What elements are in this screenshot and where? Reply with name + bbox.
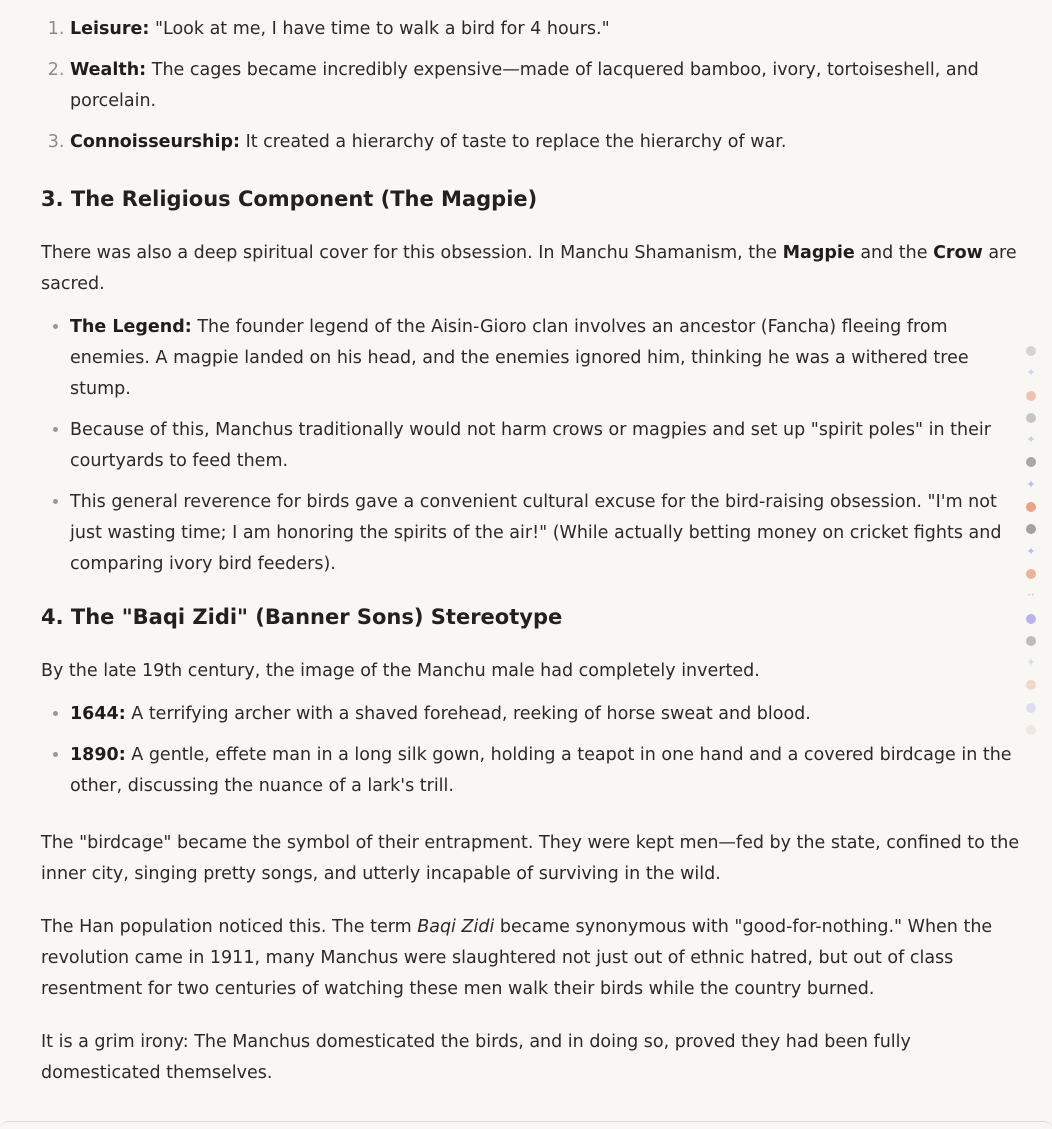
gray-dot-icon[interactable] xyxy=(1026,524,1036,534)
bold-term: Magpie xyxy=(782,243,855,263)
list-item xyxy=(70,415,1026,477)
paragraph: The "birdcage" became the symbol of their entrapment. They were kept men—fed by the state, confined to the inner city, singing pretty songs, and utterly incapable of surviving in the wild. xyxy=(41,833,1020,884)
bullet-list xyxy=(41,699,1026,802)
paragraph xyxy=(41,238,1026,300)
sparkle-icon[interactable]: ✦ xyxy=(1026,433,1036,447)
violet-dot-icon[interactable] xyxy=(1026,614,1036,624)
gray-dot-icon[interactable] xyxy=(1026,346,1036,356)
list-item-text: Because of this, Manchus traditionally would not harm crows or magpies and set up "spirit poles" in their courtyards to feed them. xyxy=(70,420,991,471)
message-content xyxy=(41,14,1026,1089)
list-item xyxy=(70,487,1026,580)
list-item-text: The cages became incredibly expensive—made of lacquered bamboo, ivory, tortoiseshell, and porcelain. xyxy=(70,60,979,111)
list-item xyxy=(70,55,1026,117)
list-item xyxy=(70,127,1026,158)
list-item xyxy=(70,699,1026,730)
text: There was also a deep spiritual cover for this obsession. In Manchu Shamanism, the xyxy=(41,243,783,263)
section-heading: 4. The "Baqi Zidi" (Banner Sons) Stereotype xyxy=(41,605,563,629)
numbered-list xyxy=(41,14,1026,158)
section-heading: 3. The Religious Component (The Magpie) xyxy=(41,187,538,211)
gray-dot-icon[interactable] xyxy=(1026,457,1036,467)
list-item-text: The founder legend of the Aisin-Gioro clan involves an ancestor (Fancha) fleeing from enemies. A magpie landed on his head, and the enemies ignored him, thinking he was a withered tree stump. xyxy=(70,317,969,399)
gray-dot-icon[interactable] xyxy=(1026,413,1036,423)
sparkle-icon[interactable]: ✦ xyxy=(1026,366,1036,380)
list-item xyxy=(70,312,1026,405)
list-item-text: It created a hierarchy of taste to replace the hierarchy of war. xyxy=(240,132,787,152)
list-item-label: 1890: xyxy=(70,745,126,765)
list-item-text: This general reverence for birds gave a convenient cultural excuse for the bird-raising obsession. "I'm not just wasting time; I am honoring the spirits of the air!" (While actually betting money on cricket fights and comparing ivory bird feeders). xyxy=(70,492,1002,574)
list-item-text: A terrifying archer with a shaved forehead, reeking of horse sweat and blood. xyxy=(125,704,811,724)
peach-dot-icon[interactable] xyxy=(1026,680,1036,690)
text: are sacred. xyxy=(41,243,1017,294)
sparkle-icon[interactable]: ✦ xyxy=(1026,477,1036,491)
sparkle-icon[interactable]: ✦ xyxy=(1026,544,1036,558)
orange-dot-icon[interactable] xyxy=(1026,502,1036,512)
scroll-navigation-rail[interactable] xyxy=(1024,346,1038,747)
list-item-label: Connoisseurship: xyxy=(70,132,240,152)
list-item-text: "Look at me, I have time to walk a bird for 4 hours." xyxy=(149,19,610,39)
peach-dot-icon[interactable] xyxy=(1026,569,1036,579)
bullet-list xyxy=(41,312,1026,580)
text: and the xyxy=(854,243,934,263)
peach-dot-icon[interactable] xyxy=(1026,391,1036,401)
list-item xyxy=(70,14,1026,45)
list-item-label: Leisure: xyxy=(70,19,150,39)
faint-dot-icon[interactable] xyxy=(1026,725,1036,735)
violet-dot-icon[interactable] xyxy=(1026,703,1036,713)
list-item xyxy=(70,740,1026,802)
list-item-label: 1644: xyxy=(70,704,126,724)
list-item-label: The Legend: xyxy=(70,317,192,337)
paragraph: By the late 19th century, the image of the Manchu male had completely inverted. xyxy=(41,661,760,681)
paragraph xyxy=(41,912,1026,1005)
text: became synonymous with "good-for-nothing." When the revolution came in 1911, many Manchus were slaughtered not just out of ethnic hatred, but out of class resentment for two centuries of watching these men walk their birds while the country burned. xyxy=(41,917,993,999)
sparkle-icon[interactable]: ✦ xyxy=(1026,656,1036,670)
paragraph: It is a grim irony: The Manchus domesticated the birds, and in doing so, proved they had been fully domesticated themselves. xyxy=(41,1032,911,1083)
bold-term: Crow xyxy=(933,243,983,263)
list-item-text: A gentle, effete man in a long silk gown, holding a teapot in one hand and a covered birdcage in the other, discussing the nuance of a lark's trill. xyxy=(70,745,1012,796)
tiny-mark-icon[interactable]: •• xyxy=(1027,592,1035,600)
italic-term: Baqi Zidi xyxy=(417,917,495,937)
list-item-label: Wealth: xyxy=(70,60,147,80)
text: The Han population noticed this. The term xyxy=(41,917,418,937)
gray-dot-icon[interactable] xyxy=(1026,636,1036,646)
